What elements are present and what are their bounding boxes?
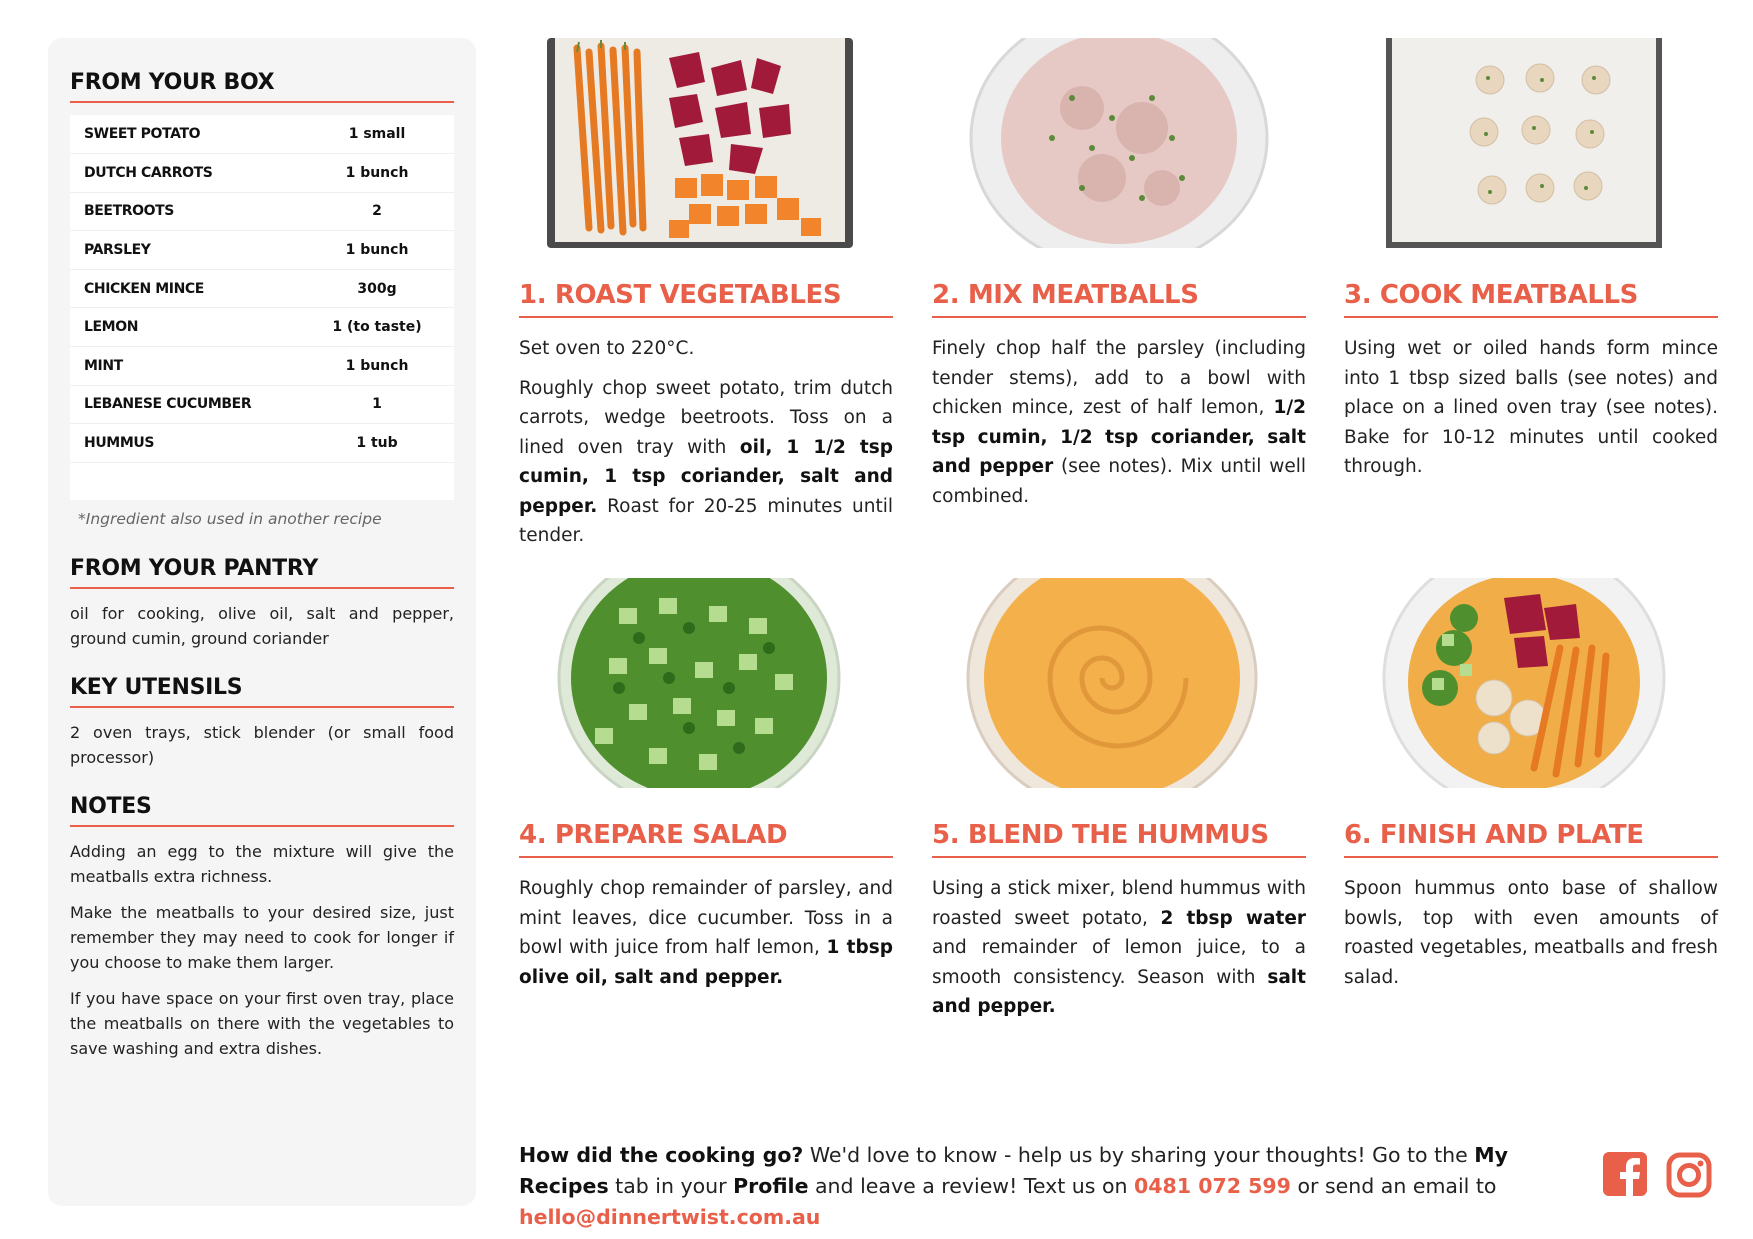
step-1-text-2a: Roughly chop sweet potato, trim dutch carrots, wedge beetroots. Toss on a lined oven tray with bbox=[519, 377, 893, 458]
step-4 bbox=[519, 578, 893, 1002]
ingredient-row bbox=[70, 385, 454, 424]
step-5-text-c: and remainder of lemon juice, to a smooth consistency. Season with bbox=[932, 937, 1306, 988]
step-1-text-2 bbox=[519, 374, 893, 551]
ingredient-row bbox=[70, 347, 454, 386]
instagram-icon[interactable] bbox=[1666, 1152, 1712, 1198]
ingredient-name: LEBANESE CUCUMBER bbox=[84, 396, 252, 413]
ingredient-row bbox=[70, 115, 454, 154]
feedback-footer bbox=[519, 1140, 1579, 1233]
ingredient-name: SWEET POTATO bbox=[84, 126, 201, 143]
ingredient-name: PARSLEY bbox=[84, 242, 151, 259]
footer-text-4: or send an email to bbox=[1290, 1174, 1497, 1198]
step-5-text-d: salt and pepper. bbox=[932, 966, 1306, 1017]
from-your-box-heading: FROM YOUR BOX bbox=[70, 70, 454, 103]
ingredient-qty: 1 (to taste) bbox=[332, 319, 422, 336]
ingredient-name: MINT bbox=[84, 357, 123, 374]
ingredient-qty: 1 bunch bbox=[345, 164, 409, 181]
roast-vegetables-photo bbox=[519, 38, 893, 248]
step-2 bbox=[932, 38, 1306, 521]
pantry-heading: FROM YOUR PANTRY bbox=[70, 556, 454, 589]
ingredient-name: CHICKEN MINCE bbox=[84, 280, 204, 297]
step-1-text-2c: Roast for 20-25 minutes until tender. bbox=[519, 495, 893, 546]
footer-text-3: and leave a review! Text us on bbox=[808, 1174, 1135, 1198]
note-paragraph: Adding an egg to the mixture will give the meatballs extra richness. bbox=[70, 842, 454, 887]
step-2-text-a: Finely chop half the parsley (including tender stems), add to a bowl with chicken mince, zest of half lemon, bbox=[932, 338, 1306, 418]
profile-label: Profile bbox=[733, 1174, 809, 1198]
step-1-text-2b: oil, 1 1/2 tsp cumin, 1 tsp coriander, salt and pepper. bbox=[519, 436, 894, 517]
notes-heading: NOTES bbox=[70, 794, 454, 827]
ingredient-row bbox=[70, 231, 454, 270]
hummus-photo bbox=[932, 578, 1306, 788]
finished-plate-photo bbox=[1344, 578, 1718, 788]
step-5-text bbox=[932, 874, 1306, 1022]
step-1-text-1: Set oven to 220°C. bbox=[519, 338, 695, 359]
ingredient-row bbox=[70, 308, 454, 347]
ingredient-qty: 1 small bbox=[348, 126, 406, 143]
footer-question: How did the cooking go? bbox=[519, 1143, 804, 1167]
meatball-mixture-photo bbox=[932, 38, 1306, 248]
utensils-text: 2 oven trays, stick blender (or small food processor) bbox=[70, 723, 454, 768]
step-5-title: 5. BLEND THE HUMMUS bbox=[932, 820, 1306, 858]
ingredients-sidebar bbox=[48, 38, 476, 1206]
ingredient-name: BEETROOTS bbox=[84, 203, 174, 220]
step-3-text: Using wet or oiled hands form mince into 1 tbsp sized balls (see notes) and place on a lined oven tray (see notes). Bake for 10-12 minutes until cooked through. bbox=[1344, 338, 1718, 477]
note-paragraph: If you have space on your first oven tray, place the meatballs on there with the vegetables to save washing and extra dishes. bbox=[70, 989, 454, 1059]
ingredient-qty: 2 bbox=[372, 203, 382, 220]
step-1-title: 1. ROAST VEGETABLES bbox=[519, 280, 893, 318]
ingredient-qty: 1 bbox=[372, 396, 382, 413]
ingredient-row bbox=[70, 424, 454, 463]
utensils-section bbox=[70, 675, 454, 770]
step-2-text-c: (see notes). Mix until well combined. bbox=[932, 456, 1306, 507]
step-1 bbox=[519, 38, 893, 561]
ingredient-footnote: *Ingredient also used in another recipe bbox=[78, 510, 382, 529]
phone-link[interactable]: 0481 072 599 bbox=[1134, 1174, 1291, 1198]
salad-photo bbox=[519, 578, 893, 788]
step-3-title: 3. COOK MEATBALLS bbox=[1344, 280, 1718, 318]
pantry-text: oil for cooking, olive oil, salt and pepper, ground cumin, ground coriander bbox=[70, 604, 454, 649]
step-4-text-b: 1 tbsp olive oil, salt and pepper. bbox=[519, 937, 893, 988]
ingredient-name: HUMMUS bbox=[84, 435, 154, 452]
pantry-section bbox=[70, 556, 454, 651]
ingredient-qty: 300g bbox=[357, 280, 397, 297]
footer-text-2: tab in your bbox=[608, 1174, 734, 1198]
ingredient-qty: 1 bunch bbox=[345, 242, 409, 259]
step-4-text-a: Roughly chop remainder of parsley, and mint leaves, dice cucumber. Toss in a bowl with juice from half lemon, bbox=[519, 878, 893, 958]
ingredient-row-empty bbox=[70, 462, 454, 500]
step-2-title: 2. MIX MEATBALLS bbox=[932, 280, 1306, 318]
step-5-text-a: Using a stick mixer, blend hummus with roasted sweet potato, bbox=[932, 878, 1306, 929]
meatballs-tray-photo bbox=[1344, 38, 1718, 248]
step-2-text bbox=[932, 334, 1306, 511]
note-paragraph: Make the meatballs to your desired size, just remember they may need to cook for longer if you choose to make them larger. bbox=[70, 903, 454, 973]
ingredient-name: LEMON bbox=[84, 319, 139, 336]
ingredient-row bbox=[70, 269, 454, 308]
email-link[interactable]: hello@dinnertwist.com.au bbox=[519, 1205, 821, 1229]
step-6-text: Spoon hummus onto base of shallow bowls, top with even amounts of roasted vegetables, meatballs and fresh salad. bbox=[1344, 878, 1718, 988]
step-4-title: 4. PREPARE SALAD bbox=[519, 820, 893, 858]
notes-section bbox=[70, 794, 454, 1061]
utensils-heading: KEY UTENSILS bbox=[70, 675, 454, 708]
ingredient-name: DUTCH CARROTS bbox=[84, 164, 213, 181]
my-recipes-label: My Recipes bbox=[519, 1143, 1509, 1198]
step-2-text-b: 1/2 tsp cumin, 1/2 tsp coriander, salt and pepper bbox=[932, 397, 1306, 477]
footer-text-1: We'd love to know - help us by sharing your thoughts! Go to the bbox=[803, 1143, 1475, 1167]
step-4-text bbox=[519, 874, 893, 992]
ingredient-row bbox=[70, 192, 454, 231]
ingredient-qty: 1 bunch bbox=[345, 357, 409, 374]
step-5 bbox=[932, 578, 1306, 1032]
step-5-text-b: 2 tbsp water bbox=[1160, 907, 1306, 929]
facebook-icon[interactable] bbox=[1603, 1152, 1647, 1196]
step-3 bbox=[1344, 38, 1718, 492]
ingredients-table bbox=[70, 115, 454, 500]
ingredient-row bbox=[70, 154, 454, 193]
step-6 bbox=[1344, 578, 1718, 1002]
step-6-title: 6. FINISH AND PLATE bbox=[1344, 820, 1718, 858]
ingredient-qty: 1 tub bbox=[356, 435, 398, 452]
